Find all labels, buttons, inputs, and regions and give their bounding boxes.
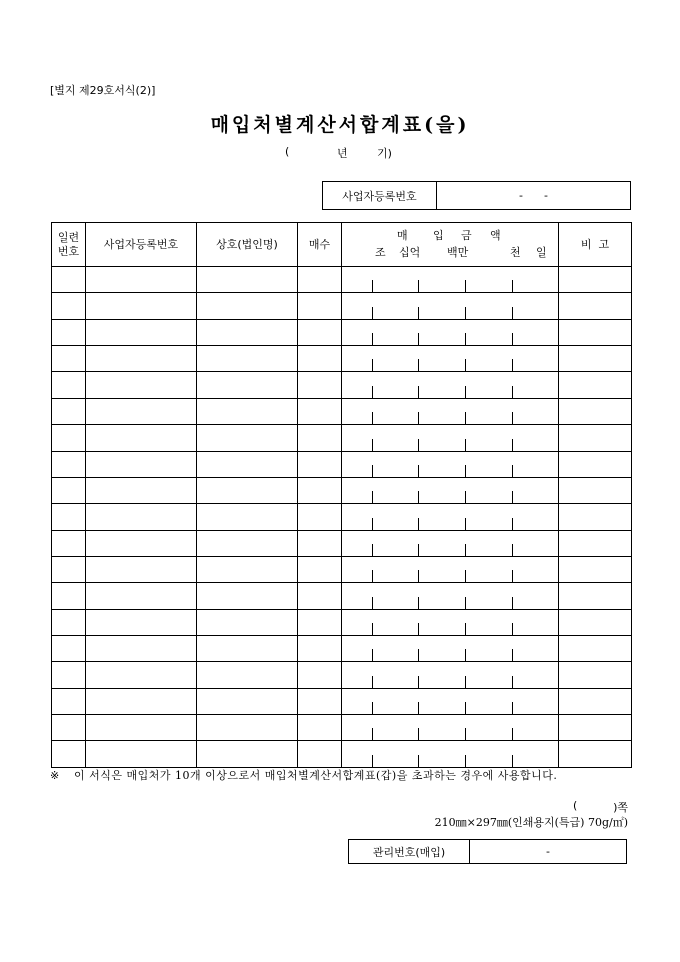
cell-serial[interactable] bbox=[52, 715, 86, 741]
digit-separator-tick bbox=[418, 702, 419, 714]
digit-separator-tick bbox=[418, 280, 419, 292]
period-year-label: 년 bbox=[337, 147, 348, 160]
digit-separator-tick bbox=[372, 333, 373, 345]
cell-amount[interactable] bbox=[342, 609, 559, 635]
cell-count[interactable] bbox=[298, 398, 342, 424]
cell-company[interactable] bbox=[197, 715, 298, 741]
cell-reg-no[interactable] bbox=[86, 425, 197, 451]
mgmt-number-box bbox=[348, 839, 627, 864]
table-row bbox=[52, 636, 632, 662]
digit-separator-tick bbox=[465, 728, 466, 740]
table-row bbox=[52, 556, 632, 582]
digit-separator-tick bbox=[512, 728, 513, 740]
digit-separator-tick bbox=[372, 755, 373, 767]
cell-count[interactable] bbox=[298, 609, 342, 635]
digit-separator-tick bbox=[418, 623, 419, 635]
cell-amount[interactable] bbox=[342, 530, 559, 556]
digit-separator-tick bbox=[418, 307, 419, 319]
table-row bbox=[52, 741, 632, 768]
digit-separator-tick bbox=[512, 386, 513, 398]
digit-separator-tick bbox=[372, 412, 373, 424]
digit-separator-tick bbox=[372, 570, 373, 582]
cell-reg-no[interactable] bbox=[86, 636, 197, 662]
cell-serial[interactable] bbox=[52, 556, 86, 582]
digit-separator-tick bbox=[372, 676, 373, 688]
digit-separator-tick bbox=[372, 649, 373, 661]
cell-amount[interactable] bbox=[342, 583, 559, 609]
cell-remarks[interactable] bbox=[559, 741, 632, 768]
cell-company[interactable] bbox=[197, 530, 298, 556]
col-remarks: 비 고 bbox=[559, 223, 632, 267]
digit-separator-tick bbox=[418, 597, 419, 609]
table-row bbox=[52, 346, 632, 372]
cell-amount[interactable] bbox=[342, 504, 559, 530]
amount-unit-il: 일 bbox=[536, 246, 547, 259]
amount-unit-cheon: 천 bbox=[510, 246, 521, 259]
digit-separator-tick bbox=[418, 333, 419, 345]
footnote-text: 이 서식은 매입처가 10개 이상으로서 매입처별계산서합계표(갑)을 초과하는 경우에 사용합니다. bbox=[74, 769, 558, 782]
col-reg-no: 사업자등록번호 bbox=[86, 223, 197, 267]
cell-remarks[interactable] bbox=[559, 688, 632, 714]
cell-count[interactable] bbox=[298, 688, 342, 714]
mgmt-number-value[interactable]: - bbox=[546, 845, 550, 858]
cell-reg-no[interactable] bbox=[86, 688, 197, 714]
cell-reg-no[interactable] bbox=[86, 504, 197, 530]
cell-reg-no[interactable] bbox=[86, 319, 197, 345]
table-row bbox=[52, 425, 632, 451]
cell-serial[interactable] bbox=[52, 609, 86, 635]
digit-separator-tick bbox=[372, 623, 373, 635]
cell-reg-no[interactable] bbox=[86, 583, 197, 609]
cell-reg-no[interactable] bbox=[86, 741, 197, 768]
col-count: 매수 bbox=[298, 223, 342, 267]
digit-separator-tick bbox=[372, 280, 373, 292]
digit-separator-tick bbox=[465, 412, 466, 424]
digit-separator-tick bbox=[465, 359, 466, 371]
cell-count[interactable] bbox=[298, 662, 342, 688]
table-row bbox=[52, 319, 632, 345]
cell-serial[interactable] bbox=[52, 741, 86, 768]
cell-serial[interactable] bbox=[52, 319, 86, 345]
digit-separator-tick bbox=[418, 728, 419, 740]
table-header-row bbox=[52, 223, 632, 267]
cell-amount[interactable] bbox=[342, 741, 559, 768]
digit-separator-tick bbox=[418, 386, 419, 398]
cell-count[interactable] bbox=[298, 556, 342, 582]
digit-separator-tick bbox=[418, 359, 419, 371]
cell-amount[interactable] bbox=[342, 319, 559, 345]
cell-company[interactable] bbox=[197, 451, 298, 477]
digit-separator-tick bbox=[418, 755, 419, 767]
cell-company[interactable] bbox=[197, 688, 298, 714]
cell-serial[interactable] bbox=[52, 346, 86, 372]
cell-company[interactable] bbox=[197, 556, 298, 582]
cell-company[interactable] bbox=[197, 425, 298, 451]
digit-separator-tick bbox=[512, 702, 513, 714]
form-code: [별지 제29호서식(2)] bbox=[50, 84, 156, 97]
cell-company[interactable] bbox=[197, 398, 298, 424]
digit-separator-tick bbox=[418, 649, 419, 661]
mgmt-number-label: 관리번호(매입) bbox=[349, 840, 470, 863]
digit-separator-tick bbox=[512, 570, 513, 582]
amount-unit-jo: 조 bbox=[375, 246, 386, 259]
table-row bbox=[52, 715, 632, 741]
cell-amount[interactable] bbox=[342, 267, 559, 293]
cell-amount[interactable] bbox=[342, 398, 559, 424]
cell-company[interactable] bbox=[197, 583, 298, 609]
digit-separator-tick bbox=[512, 491, 513, 503]
digit-separator-tick bbox=[418, 412, 419, 424]
cell-remarks[interactable] bbox=[559, 451, 632, 477]
cell-company[interactable] bbox=[197, 662, 298, 688]
digit-separator-tick bbox=[372, 597, 373, 609]
cell-count[interactable] bbox=[298, 583, 342, 609]
digit-separator-tick bbox=[512, 465, 513, 477]
cell-remarks[interactable] bbox=[559, 346, 632, 372]
cell-reg-no[interactable] bbox=[86, 398, 197, 424]
digit-separator-tick bbox=[418, 491, 419, 503]
cell-company[interactable] bbox=[197, 346, 298, 372]
digit-separator-tick bbox=[372, 465, 373, 477]
cell-remarks[interactable] bbox=[559, 293, 632, 319]
digit-separator-tick bbox=[465, 280, 466, 292]
cell-company[interactable] bbox=[197, 741, 298, 768]
cell-reg-no[interactable] bbox=[86, 267, 197, 293]
cell-company[interactable] bbox=[197, 504, 298, 530]
cell-count[interactable] bbox=[298, 372, 342, 398]
cell-reg-no[interactable] bbox=[86, 556, 197, 582]
cell-serial[interactable] bbox=[52, 688, 86, 714]
cell-serial[interactable] bbox=[52, 662, 86, 688]
cell-serial[interactable] bbox=[52, 636, 86, 662]
cell-company[interactable] bbox=[197, 293, 298, 319]
digit-separator-tick bbox=[512, 518, 513, 530]
cell-count[interactable] bbox=[298, 451, 342, 477]
digit-separator-tick bbox=[372, 491, 373, 503]
cell-amount[interactable] bbox=[342, 477, 559, 503]
digit-separator-tick bbox=[512, 307, 513, 319]
digit-separator-tick bbox=[465, 465, 466, 477]
cell-count[interactable] bbox=[298, 293, 342, 319]
cell-amount[interactable] bbox=[342, 293, 559, 319]
digit-separator-tick bbox=[512, 544, 513, 556]
period-term-label: 기) bbox=[377, 147, 392, 160]
digit-separator-tick bbox=[372, 702, 373, 714]
digit-separator-tick bbox=[418, 518, 419, 530]
cell-company[interactable] bbox=[197, 636, 298, 662]
digit-separator-tick bbox=[372, 359, 373, 371]
digit-separator-tick bbox=[512, 359, 513, 371]
digit-separator-tick bbox=[512, 755, 513, 767]
digit-separator-tick bbox=[512, 649, 513, 661]
digit-separator-tick bbox=[465, 676, 466, 688]
digit-separator-tick bbox=[512, 280, 513, 292]
digit-separator-tick bbox=[372, 386, 373, 398]
header-reg-label: 사업자등록번호 bbox=[323, 182, 437, 209]
page-count-open: ( bbox=[573, 799, 578, 812]
digit-separator-tick bbox=[465, 597, 466, 609]
digit-separator-tick bbox=[372, 518, 373, 530]
col-serial: 일련 번호 bbox=[52, 223, 86, 267]
cell-count[interactable] bbox=[298, 504, 342, 530]
cell-count[interactable] bbox=[298, 741, 342, 768]
amount-title-char: 액 bbox=[490, 229, 501, 242]
table-row bbox=[52, 398, 632, 424]
digit-separator-tick bbox=[372, 307, 373, 319]
footnote-mark: ※ bbox=[50, 769, 60, 782]
cell-reg-no[interactable] bbox=[86, 609, 197, 635]
digit-separator-tick bbox=[418, 439, 419, 451]
digit-separator-tick bbox=[372, 544, 373, 556]
cell-company[interactable] bbox=[197, 267, 298, 293]
cell-reg-no[interactable] bbox=[86, 477, 197, 503]
cell-remarks[interactable] bbox=[559, 556, 632, 582]
cell-serial[interactable] bbox=[52, 504, 86, 530]
cell-count[interactable] bbox=[298, 530, 342, 556]
table-row bbox=[52, 451, 632, 477]
cell-count[interactable] bbox=[298, 477, 342, 503]
cell-reg-no[interactable] bbox=[86, 293, 197, 319]
cell-serial[interactable] bbox=[52, 267, 86, 293]
cell-remarks[interactable] bbox=[559, 267, 632, 293]
cell-count[interactable] bbox=[298, 715, 342, 741]
cell-count[interactable] bbox=[298, 346, 342, 372]
cell-remarks[interactable] bbox=[559, 398, 632, 424]
cell-count[interactable] bbox=[298, 425, 342, 451]
cell-remarks[interactable] bbox=[559, 636, 632, 662]
digit-separator-tick bbox=[512, 676, 513, 688]
header-reg-value[interactable]: - - bbox=[519, 189, 548, 202]
cell-amount[interactable] bbox=[342, 556, 559, 582]
table-row bbox=[52, 477, 632, 503]
cell-amount[interactable] bbox=[342, 425, 559, 451]
col-company: 상호(법인명) bbox=[197, 223, 298, 267]
cell-company[interactable] bbox=[197, 477, 298, 503]
digit-separator-tick bbox=[372, 439, 373, 451]
digit-separator-tick bbox=[512, 597, 513, 609]
amount-title-char: 입 bbox=[433, 229, 444, 242]
paper-spec: 210㎜×297㎜(인쇄용지(특급) 70g/㎡) bbox=[434, 816, 628, 829]
cell-amount[interactable] bbox=[342, 715, 559, 741]
digit-separator-tick bbox=[465, 439, 466, 451]
cell-amount[interactable] bbox=[342, 662, 559, 688]
cell-reg-no[interactable] bbox=[86, 530, 197, 556]
digit-separator-tick bbox=[372, 728, 373, 740]
page-title: 매입처별계산서합계표(을) bbox=[210, 114, 470, 136]
digit-separator-tick bbox=[465, 623, 466, 635]
table-row bbox=[52, 583, 632, 609]
digit-separator-tick bbox=[465, 307, 466, 319]
cell-company[interactable] bbox=[197, 372, 298, 398]
digit-separator-tick bbox=[418, 570, 419, 582]
amount-unit-sipeok: 십억 bbox=[399, 246, 421, 259]
cell-serial[interactable] bbox=[52, 372, 86, 398]
digit-separator-tick bbox=[465, 570, 466, 582]
digit-separator-tick bbox=[465, 702, 466, 714]
cell-remarks[interactable] bbox=[559, 583, 632, 609]
digit-separator-tick bbox=[465, 518, 466, 530]
table-row bbox=[52, 688, 632, 714]
cell-remarks[interactable] bbox=[559, 477, 632, 503]
digit-separator-tick bbox=[465, 333, 466, 345]
cell-serial[interactable] bbox=[52, 398, 86, 424]
col-amount bbox=[342, 223, 559, 267]
cell-serial[interactable] bbox=[52, 530, 86, 556]
cell-serial[interactable] bbox=[52, 293, 86, 319]
cell-amount[interactable] bbox=[342, 636, 559, 662]
table-row bbox=[52, 504, 632, 530]
cell-company[interactable] bbox=[197, 609, 298, 635]
cell-reg-no[interactable] bbox=[86, 662, 197, 688]
digit-separator-tick bbox=[465, 755, 466, 767]
cell-serial[interactable] bbox=[52, 477, 86, 503]
digit-separator-tick bbox=[512, 623, 513, 635]
cell-remarks[interactable] bbox=[559, 372, 632, 398]
digit-separator-tick bbox=[465, 491, 466, 503]
amount-title-char: 금 bbox=[461, 229, 472, 242]
digit-separator-tick bbox=[418, 465, 419, 477]
digit-separator-tick bbox=[418, 676, 419, 688]
cell-remarks[interactable] bbox=[559, 530, 632, 556]
cell-reg-no[interactable] bbox=[86, 372, 197, 398]
header-reg-box bbox=[322, 181, 631, 210]
table-row bbox=[52, 662, 632, 688]
cell-remarks[interactable] bbox=[559, 662, 632, 688]
cell-reg-no[interactable] bbox=[86, 451, 197, 477]
cell-remarks[interactable] bbox=[559, 504, 632, 530]
cell-amount[interactable] bbox=[342, 372, 559, 398]
cell-remarks[interactable] bbox=[559, 715, 632, 741]
digit-separator-tick bbox=[465, 544, 466, 556]
digit-separator-tick bbox=[465, 386, 466, 398]
table-row bbox=[52, 609, 632, 635]
amount-title-char: 매 bbox=[397, 229, 408, 242]
period-open: ( bbox=[285, 145, 290, 158]
cell-amount[interactable] bbox=[342, 688, 559, 714]
cell-remarks[interactable] bbox=[559, 425, 632, 451]
digit-separator-tick bbox=[418, 544, 419, 556]
cell-reg-no[interactable] bbox=[86, 715, 197, 741]
digit-separator-tick bbox=[512, 333, 513, 345]
cell-remarks[interactable] bbox=[559, 609, 632, 635]
cell-count[interactable] bbox=[298, 636, 342, 662]
table-row bbox=[52, 293, 632, 319]
cell-amount[interactable] bbox=[342, 451, 559, 477]
cell-count[interactable] bbox=[298, 319, 342, 345]
cell-serial[interactable] bbox=[52, 451, 86, 477]
cell-serial[interactable] bbox=[52, 425, 86, 451]
table-row bbox=[52, 372, 632, 398]
amount-unit-baekman: 백만 bbox=[447, 246, 469, 259]
cell-count[interactable] bbox=[298, 267, 342, 293]
page-count-close: )쪽 bbox=[613, 801, 628, 814]
cell-amount[interactable] bbox=[342, 346, 559, 372]
digit-separator-tick bbox=[512, 412, 513, 424]
cell-serial[interactable] bbox=[52, 583, 86, 609]
table-row bbox=[52, 530, 632, 556]
table-row bbox=[52, 267, 632, 293]
digit-separator-tick bbox=[465, 649, 466, 661]
cell-reg-no[interactable] bbox=[86, 346, 197, 372]
digit-separator-tick bbox=[512, 439, 513, 451]
cell-remarks[interactable] bbox=[559, 319, 632, 345]
purchase-summary-table bbox=[51, 222, 632, 768]
cell-company[interactable] bbox=[197, 319, 298, 345]
